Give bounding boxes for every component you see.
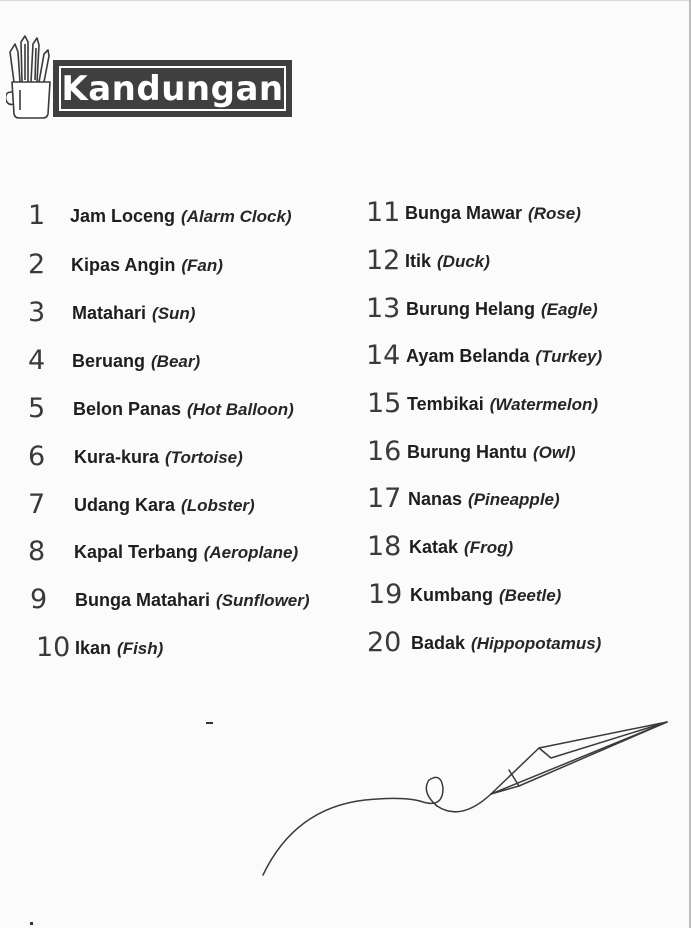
item-name: Burung Helang xyxy=(406,299,535,319)
item-label xyxy=(73,399,294,420)
item-number: 18 xyxy=(367,531,402,562)
item-name: Burung Hantu xyxy=(407,442,527,462)
item-label xyxy=(405,203,581,224)
item-name: Itik xyxy=(405,251,432,271)
item-name: Badak xyxy=(411,633,466,653)
item-number: 15 xyxy=(367,388,402,419)
item-number: 3 xyxy=(28,297,46,328)
item-number: 2 xyxy=(28,249,46,280)
item-english: (Fish) xyxy=(117,639,164,658)
corner-mark xyxy=(30,922,33,925)
item-english: (Tortoise) xyxy=(165,448,243,467)
item-number: 14 xyxy=(366,340,401,371)
item-english: (Aeroplane) xyxy=(203,543,299,562)
item-name: Udang Kara xyxy=(74,495,176,515)
item-name: Kapal Terbang xyxy=(74,542,198,562)
item-english: (Hot Balloon) xyxy=(187,400,294,419)
item-label xyxy=(74,495,255,516)
item-name: Katak xyxy=(409,537,459,557)
item-english: (Lobster) xyxy=(181,496,255,515)
item-label xyxy=(411,633,601,654)
item-label xyxy=(407,442,575,463)
item-english: (Watermelon) xyxy=(489,395,599,414)
item-number: 6 xyxy=(28,441,46,472)
item-number: 13 xyxy=(366,293,401,324)
item-number: 9 xyxy=(30,584,48,615)
item-english: (Alarm Clock) xyxy=(181,207,292,226)
item-label xyxy=(408,489,560,510)
item-label xyxy=(406,299,598,320)
stray-mark xyxy=(206,722,213,724)
item-english: (Rose) xyxy=(528,204,581,223)
item-english: (Bear) xyxy=(151,352,201,371)
item-english: (Pineapple) xyxy=(468,490,560,509)
item-label xyxy=(406,346,602,367)
item-number: 17 xyxy=(367,483,402,514)
item-english: (Beetle) xyxy=(499,586,562,605)
page-title: Kandungan xyxy=(61,69,284,109)
item-label xyxy=(75,590,310,611)
item-number: 7 xyxy=(28,489,46,520)
item-name: Matahari xyxy=(72,303,147,323)
item-english: (Owl) xyxy=(532,443,576,462)
item-label xyxy=(407,394,598,415)
item-label xyxy=(405,251,490,272)
item-label xyxy=(72,351,200,372)
item-name: Nanas xyxy=(408,489,463,509)
item-label xyxy=(409,537,513,558)
item-name: Kura-kura xyxy=(74,447,160,467)
item-label xyxy=(74,542,298,563)
item-number: 8 xyxy=(28,536,46,567)
item-number: 5 xyxy=(28,393,46,424)
item-english: (Frog) xyxy=(464,538,514,557)
item-number: 4 xyxy=(28,345,46,376)
item-english: (Duck) xyxy=(437,252,490,271)
page-edge-top xyxy=(0,0,691,1)
item-name: Kipas Angin xyxy=(71,255,176,275)
item-label xyxy=(71,255,223,276)
item-number: 19 xyxy=(368,579,403,610)
item-name: Bunga Matahari xyxy=(75,590,211,610)
item-english: (Fan) xyxy=(181,256,223,275)
item-name: Bunga Mawar xyxy=(405,203,523,223)
item-name: Tembikai xyxy=(407,394,484,414)
item-name: Beruang xyxy=(72,351,146,371)
paper-plane-icon xyxy=(255,712,675,882)
item-name: Ikan xyxy=(75,638,112,658)
item-label xyxy=(72,303,195,324)
item-number: 12 xyxy=(366,245,401,276)
item-english: (Sunflower) xyxy=(216,591,310,610)
item-number: 10 xyxy=(36,632,71,663)
item-english: (Hippopotamus) xyxy=(471,634,602,653)
item-label xyxy=(74,447,243,468)
item-label xyxy=(70,206,292,227)
item-label xyxy=(410,585,561,606)
item-name: Jam Loceng xyxy=(70,206,176,226)
item-english: (Turkey) xyxy=(535,347,603,366)
item-number: 1 xyxy=(28,200,46,231)
item-name: Belon Panas xyxy=(73,399,182,419)
item-english: (Eagle) xyxy=(541,300,598,319)
item-number: 11 xyxy=(366,197,401,228)
pencil-cup-icon xyxy=(6,34,56,122)
item-number: 16 xyxy=(367,436,402,467)
item-name: Ayam Belanda xyxy=(406,346,530,366)
item-number: 20 xyxy=(367,627,402,658)
title-banner xyxy=(53,60,292,117)
item-english: (Sun) xyxy=(152,304,196,323)
item-name: Kumbang xyxy=(410,585,493,605)
item-label xyxy=(75,638,163,659)
